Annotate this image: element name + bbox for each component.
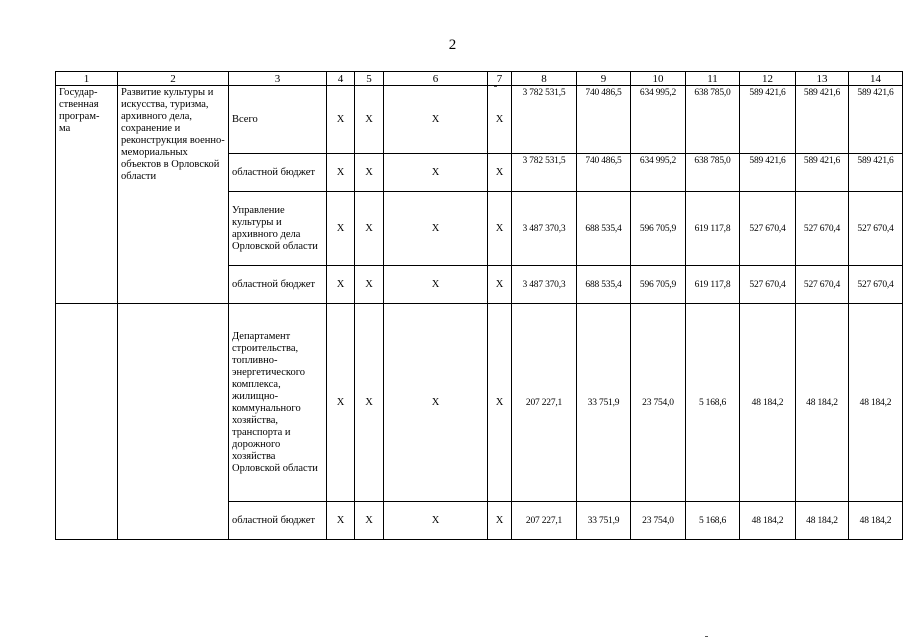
x-mark-cell: X: [384, 502, 488, 540]
row-name-cell: Управление культуры и архивного дела Орловской области: [229, 192, 327, 266]
value-cell: 527 670,4: [849, 266, 903, 304]
column-number-header: [56, 72, 903, 86]
header-cell: 7: [488, 72, 512, 86]
value-cell: 23 754,0: [631, 304, 686, 502]
header-cell: 13: [796, 72, 849, 86]
value-cell: 5 168,6: [686, 502, 740, 540]
x-mark-cell: X: [327, 304, 355, 502]
x-mark-cell: X: [327, 266, 355, 304]
value-cell: 3 782 531,5: [512, 154, 577, 192]
value-cell: 3 487 370,3: [512, 266, 577, 304]
value-cell: 48 184,2: [740, 502, 796, 540]
header-cell: 1: [56, 72, 118, 86]
empty-cell: [118, 304, 229, 540]
header-cell: 12: [740, 72, 796, 86]
x-mark-cell: X: [355, 304, 384, 502]
value-cell: 48 184,2: [796, 304, 849, 502]
x-mark-cell: X: [488, 154, 512, 192]
value-cell: 48 184,2: [740, 304, 796, 502]
value-cell: 688 535,4: [577, 266, 631, 304]
value-cell: 33 751,9: [577, 502, 631, 540]
value-cell: 638 785,0: [686, 154, 740, 192]
value-cell: 619 117,8: [686, 266, 740, 304]
value-cell: 688 535,4: [577, 192, 631, 266]
value-cell: 740 486,5: [577, 86, 631, 154]
header-cell: 6: [384, 72, 488, 86]
header-cell: 14: [849, 72, 903, 86]
scan-speck: [705, 636, 708, 637]
x-mark-cell: X: [384, 86, 488, 154]
value-cell: 527 670,4: [796, 266, 849, 304]
row-name-cell: областной бюджет: [229, 154, 327, 192]
x-mark-cell: X: [488, 502, 512, 540]
value-cell: 3 782 531,5: [512, 86, 577, 154]
value-cell: 589 421,6: [796, 86, 849, 154]
program-label-cell: Государ- ственная програм- ма: [56, 86, 118, 304]
value-cell: 740 486,5: [577, 154, 631, 192]
value-cell: 527 670,4: [740, 266, 796, 304]
value-cell: 527 670,4: [796, 192, 849, 266]
page-number: 2: [448, 37, 457, 53]
program-name-cell: Развитие культуры и искусства, туризма, архивного дела, сохранение и реконструкция военно-мемориальных объектов в Орловской области: [118, 86, 229, 304]
value-cell: 634 995,2: [631, 86, 686, 154]
x-mark-cell: X: [384, 192, 488, 266]
x-mark-cell: X: [355, 154, 384, 192]
value-cell: 33 751,9: [577, 304, 631, 502]
value-cell: 3 487 370,3: [512, 192, 577, 266]
x-mark-cell: X: [384, 266, 488, 304]
x-mark-cell: X: [327, 86, 355, 154]
value-cell: 48 184,2: [796, 502, 849, 540]
value-cell: 619 117,8: [686, 192, 740, 266]
table-row: [56, 86, 903, 154]
x-mark-cell: X: [327, 502, 355, 540]
value-cell: 527 670,4: [740, 192, 796, 266]
value-cell: 23 754,0: [631, 502, 686, 540]
scan-speck: [494, 86, 497, 87]
x-mark-cell: X: [488, 266, 512, 304]
value-cell: 596 705,9: [631, 266, 686, 304]
row-name-cell: областной бюджет: [229, 502, 327, 540]
value-cell: 589 421,6: [849, 86, 903, 154]
x-mark-cell: X: [384, 154, 488, 192]
empty-cell: [56, 304, 118, 540]
value-cell: 207 227,1: [512, 502, 577, 540]
x-mark-cell: X: [384, 304, 488, 502]
header-cell: 5: [355, 72, 384, 86]
header-cell: 2: [118, 72, 229, 86]
header-cell: 11: [686, 72, 740, 86]
budget-table: [55, 71, 903, 540]
value-cell: 589 421,6: [796, 154, 849, 192]
x-mark-cell: X: [488, 86, 512, 154]
table-row: [56, 304, 903, 502]
value-cell: 207 227,1: [512, 304, 577, 502]
x-mark-cell: X: [355, 86, 384, 154]
header-cell: 8: [512, 72, 577, 86]
row-name-cell: Всего: [229, 86, 327, 154]
value-cell: 638 785,0: [686, 86, 740, 154]
x-mark-cell: X: [327, 192, 355, 266]
value-cell: 596 705,9: [631, 192, 686, 266]
x-mark-cell: X: [488, 192, 512, 266]
value-cell: 589 421,6: [740, 154, 796, 192]
value-cell: 48 184,2: [849, 502, 903, 540]
x-mark-cell: X: [488, 304, 512, 502]
row-name-cell: областной бюджет: [229, 266, 327, 304]
x-mark-cell: X: [355, 192, 384, 266]
value-cell: 634 995,2: [631, 154, 686, 192]
value-cell: 589 421,6: [740, 86, 796, 154]
value-cell: 48 184,2: [849, 304, 903, 502]
value-cell: 589 421,6: [849, 154, 903, 192]
header-cell: 4: [327, 72, 355, 86]
header-cell: 9: [577, 72, 631, 86]
x-mark-cell: X: [355, 502, 384, 540]
value-cell: 5 168,6: [686, 304, 740, 502]
x-mark-cell: X: [355, 266, 384, 304]
header-cell: 10: [631, 72, 686, 86]
x-mark-cell: X: [327, 154, 355, 192]
value-cell: 527 670,4: [849, 192, 903, 266]
row-name-cell: Департамент строительства, топливно-энергетического комплекса, жилищно-коммунального хозяйства, транспорта и дорожного хозяйства Орловской области: [229, 304, 327, 502]
header-cell: 3: [229, 72, 327, 86]
